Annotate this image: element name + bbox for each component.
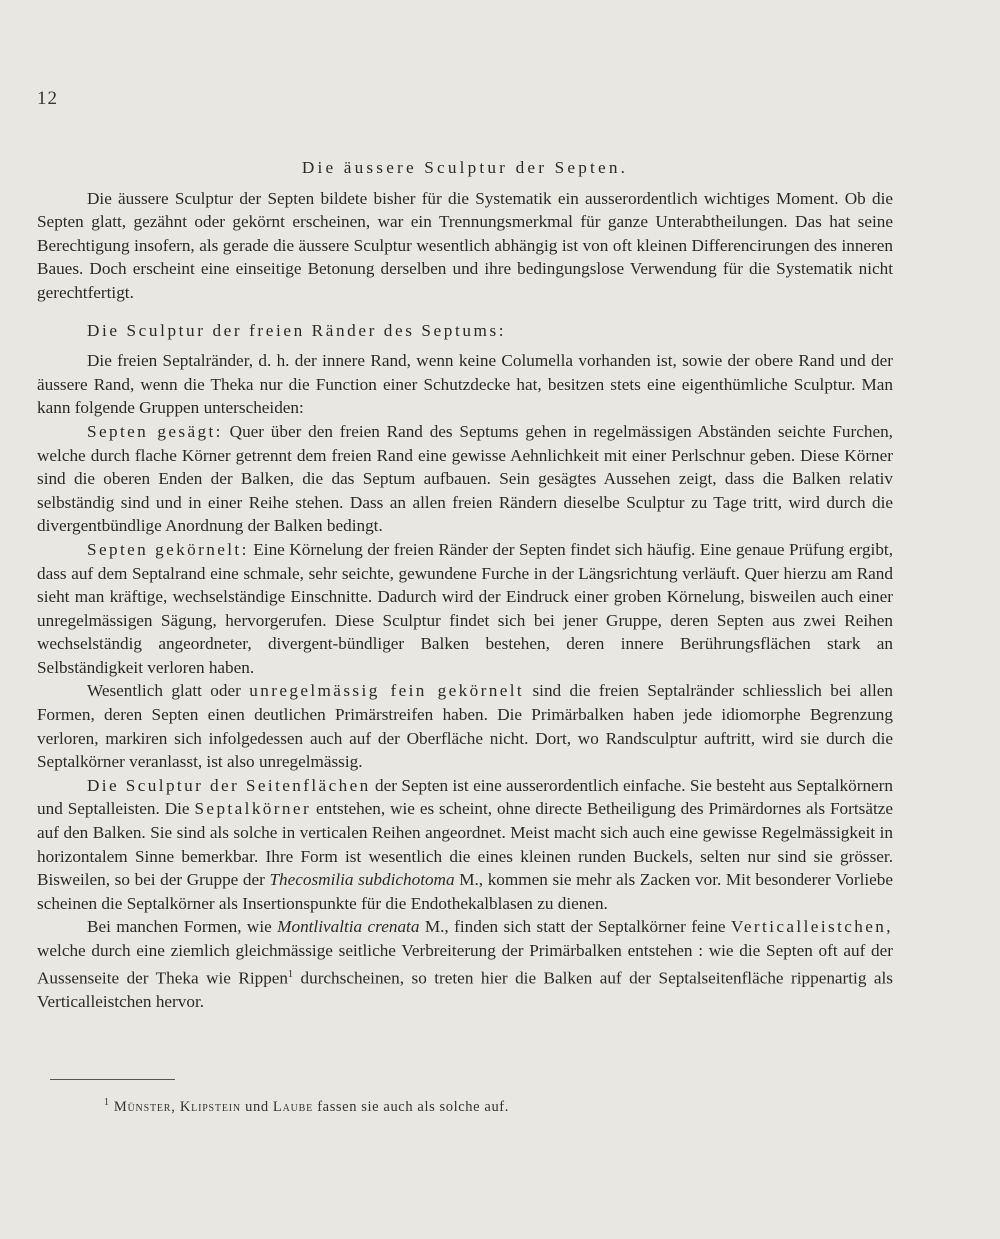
main-text — [37, 156, 893, 1014]
subheading-free-edges: Die Sculptur der freien Ränder des Septums: — [87, 320, 507, 340]
section-title: Die äussere Sculptur der Septen. — [301, 158, 629, 177]
term-verticalleistchen: Verticalleistchen, — [730, 917, 893, 937]
paragraph-intro: Die äussere Sculptur der Septen bildete bisher für die Systematik ein ausserordentlich wichtiges Moment. Ob die Septen glatt, gezähnt oder gekörnt erscheinen, war ein Trennungsmerkmal für ganze Unterabtheilungen. Das hat seine Berechtigung insofern, als gerade die äussere Sculptur wesentlich abhängig ist von oft kleinen Differencirungen des inneren Baues. Doch erscheint eine einseitige Betonung derselben und ihre bedingungslose Verwendung für die Systematik nicht gerechtfertigt. — [37, 188, 893, 302]
paragraph-verticalleistchen: Bei manchen Formen, wie Montlivaltia crenata M., finden sich statt der Septalkörner feine Verticalleistchen, welche durch eine ziemlich gleichmässige seitliche Verbreiterung der Primärbalken entstehen : wie die Septen oft auf der Aussenseite der Theka wie Rippen$^1$ durchscheinen, so treten hier die Balken auf der Septalseitenfläche rippenartig als Verticalleistchen hervor. — [37, 917, 893, 1011]
term-seitenflaechen: Die Sculptur der Seitenflächen — [87, 775, 371, 795]
page-number: 12 — [37, 88, 58, 109]
paragraph-seitenflaechen: Die Sculptur der Seitenflächen der Septen ist eine ausserordentlich einfache. Sie besteht aus Septalkörnern und Septalleisten. Die Septalkörner entstehen, wie es scheint, ohne directe Betheiligung des Primärdornes als Fortsätze auf den Balken. Sie sind als solche in verticalen Reihen angeordnet. Meist macht sich auch eine gewisse Regelmässigkeit in horizontalem Sinne bemerkbar. Ihre Form ist wesentlich die eines kleinen runden Buckels, selten nur sind sie grösser. Bisweilen, so bei der Gruppe der Thecosmilia subdichotoma M., kommen sie mehr als Zacken vor. Mit besonderer Vorliebe scheinen die Septalkörner als Insertionspunkte für die Endothekalblasen zu dienen. — [37, 775, 893, 913]
paragraph-glatt: Wesentlich glatt oder unregelmässig fein gekörnelt sind die freien Septalränder schliesslich bei allen Formen, deren Septen einen deutlichen Primärstreifen haben. Die Primärbalken haben jede idiomorphe Begrenzung verloren, markiren sich infolgedessen auch auf der Oberfläche nicht. Dort, wo Randsculptur auftritt, wird sie durch die Septalkörner veranlasst, ist also unregelmässig. — [37, 681, 894, 772]
taxon-thecosmilia: Thecosmilia subdichotoma — [269, 870, 455, 890]
taxon-montlivaltia: Montlivaltia crenata — [277, 917, 420, 937]
footnote-mark: 1 — [104, 1097, 110, 1108]
term-septen-gekoernelt: Septen gekörnelt: — [87, 539, 249, 559]
footnote: $^1$ Münster, Klipstein und Laube fassen sie auch als solche auf. — [104, 1097, 509, 1115]
term-wesentlich-glatt: Wesentlich glatt — [87, 681, 202, 701]
term-septen-gesaegt: Septen gesägt: — [87, 421, 223, 441]
footnote-reference: 1 — [288, 968, 294, 980]
paragraph-septen-gekoernelt: Septen gekörnelt: Eine Körnelung der freien Ränder der Septen findet sich häufig. Eine genaue Prüfung ergibt, dass auf dem Septalrand eine schmale, sehr seichte, gewundene Furche in der Längsrichtung verläuft. Quer hierzu am Rand sieht man kräftige, wechselständige Einschnitte. Dadurch wird der Eindruck einer groben Körnelung, bisweilen auch einer unregelmässigen Sägung, hervorgerufen. Diese Sculptur findet sich bei jener Gruppe, deren Septen aus zwei Reihen wechselständig angeordneter, divergent-bündliger Balken bestehen, deren innere Berührungsflächen stark an Selbständigkeit verloren haben. — [37, 539, 893, 677]
paragraph-septen-gesaegt: Septen gesägt: Quer über den freien Rand des Septums gehen in regelmässigen Abständen seichte Furchen, welche durch flache Körner getrennt dem freien Rand eine gewisse Aehnlichkeit mit einer Perlschnur geben. Diese Körner sind die oberen Enden der Balken, die das Septum aufbauen. Sein gesägtes Aussehen zeigt, dass die Balken relativ selbständig sind und in einer Reihe stehen. Dass an allen freien Rändern dieselbe Sculptur zu Tage tritt, wird durch die divergentbündlige Anordnung der Balken bedingt. — [37, 421, 893, 536]
paragraph-free-edges: Die freien Septalränder, d. h. der innere Rand, wenn keine Columella vorhanden ist, sowie der obere Rand und der äussere Rand, wenn die Theka nur die Function einer Schutzdecke hat, besitzen stets eine eigenthümliche Sculptur. Man kann folgende Gruppen unterscheiden: — [37, 351, 893, 418]
term-septalkoerner: Septalkörner — [194, 799, 312, 819]
term-unregelmaessig: unregelmässig fein gekörnelt — [249, 681, 525, 701]
footnote-divider — [50, 1079, 175, 1080]
